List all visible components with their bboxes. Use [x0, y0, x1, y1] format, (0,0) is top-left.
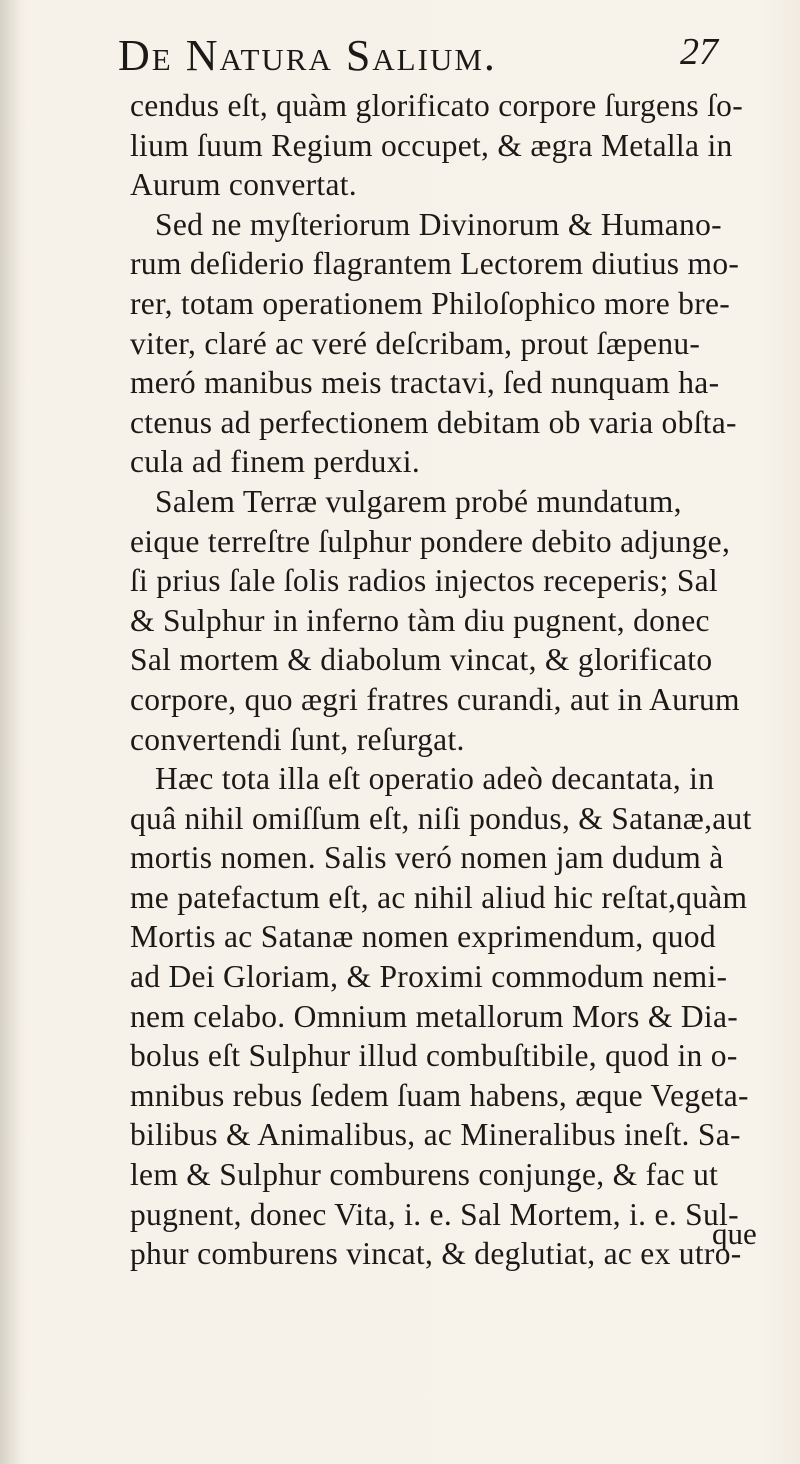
text-line: eique terreſtre ſulphur pondere debito adjunge,	[130, 523, 731, 559]
text-line: Salem Terræ vulgarem probé mundatum,	[155, 483, 682, 519]
text-line: ad Dei Gloriam, & Proximi commodum nemi-	[130, 959, 728, 995]
text-line: cula ad finem perduxi.	[130, 444, 420, 480]
page-header	[118, 30, 718, 88]
text-line: ſi prius ſale ſolis radios injectos receperis; Sal	[130, 563, 718, 599]
catchword: que	[712, 1216, 757, 1251]
text-line: Mortis ac Satanæ nomen exprimendum, quod	[130, 919, 716, 955]
text-line: quâ nihil omiſſum eſt, niſi pondus, & Satanæ,aut	[130, 800, 752, 836]
text-line: lium ſuum Regium occupet, & ægra Metalla in	[130, 127, 733, 163]
text-line: Sal mortem & diabolum vincat, & glorificato	[130, 642, 713, 678]
text-line: me patefactum eſt, ac nihil aliud hic reſtat,quàm	[130, 879, 748, 915]
text-line: meró manibus meis tractavi, ſed nunquam ha-	[130, 365, 720, 401]
body-text	[130, 86, 770, 1274]
text-line: Hæc tota illa eſt operatio adeò decantata, in	[155, 761, 715, 797]
page-number: 27	[680, 31, 718, 73]
text-line: Aurum convertat.	[130, 167, 357, 203]
text-line: Sed ne myſteriorum Divinorum & Humano-	[155, 206, 722, 242]
text-line: nem celabo. Omnium metallorum Mors & Dia-	[130, 998, 739, 1034]
text-line: convertendi ſunt, reſurgat.	[130, 721, 465, 757]
text-line: bilibus & Animalibus, ac Mineralibus ineſt. Sa-	[130, 1117, 741, 1153]
gutter-shadow	[0, 0, 22, 1464]
text-line: viter, claré ac veré deſcribam, prout ſæpenu-	[130, 325, 701, 361]
text-line: lem & Sulphur comburens conjunge, & fac ut	[130, 1157, 719, 1193]
text-line: rum deſiderio flagrantem Lectorem diutius mo-	[130, 246, 740, 282]
text-line: ctenus ad perfectionem debitam ob varia obſta-	[130, 404, 737, 440]
text-line: cendus eſt, quàm glorificato corpore ſurgens ſo-	[130, 88, 744, 123]
text-line: bolus eſt Sulphur illud combuſtibile, quod in o-	[130, 1038, 738, 1074]
text-line: phur comburens vincat, & deglutiat, ac ex utro-	[130, 1236, 742, 1272]
text-line: & Sulphur in inferno tàm diu pugnent, donec	[130, 602, 710, 638]
text-line: mnibus rebus ſedem ſuam habens, æque Vegeta-	[130, 1077, 749, 1113]
text-line: rer, totam operationem Philoſophico more bre-	[130, 285, 731, 321]
text-line: pugnent, donec Vita, i. e. Sal Mortem, i. e. Sul-	[130, 1196, 739, 1232]
running-title: De Natura Salium.	[118, 31, 497, 80]
text-line: mortis nomen. Salis veró nomen jam dudum à	[130, 840, 724, 876]
text-line: corpore, quo ægri fratres curandi, aut in Aurum	[130, 681, 740, 717]
